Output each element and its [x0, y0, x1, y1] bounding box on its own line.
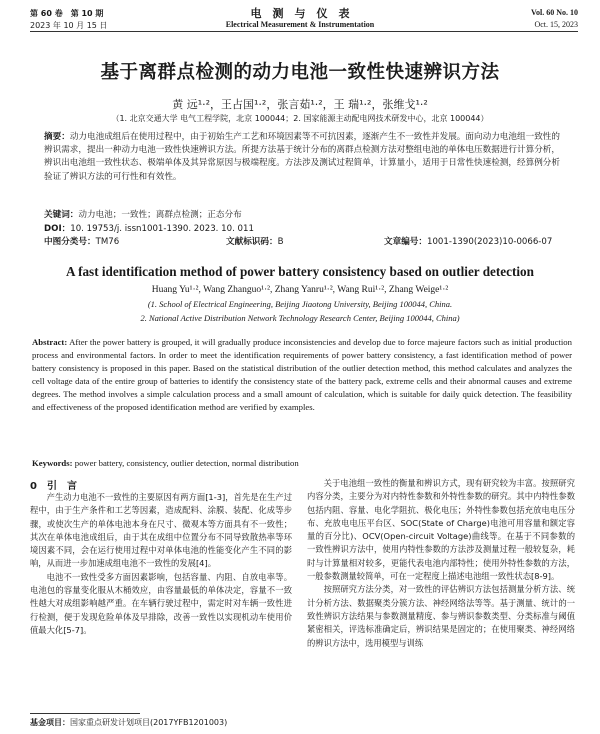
footnote-label: 基金项目： [30, 718, 70, 727]
left-paragraph: 电池不一致性受多方面因素影响，包括容量、内阻、自放电率等。电池包的容量变化服从木桶效应，由容量最低的单体决定，容量不一致性越大对成组影响越严重。在车辆行驶过程中，需定时对车辆一致性进行检测，便于发现危险单体及早排除，改善一致性以实现机动车使用价值最大化[5-7]。 [30, 571, 292, 635]
doc-code-field [226, 236, 283, 249]
abstract-en-text: After the power battery is grouped, it will gradually produce inconsistencies and develop due to force majeure factors such as initial production process and environmental factors. In order to meet the identification requirements of power battery consistency, a fast identification method of power battery consistency is proposed in this paper. Based on the statistical distribution of the outlier detection method, this method calculates and analyzes the cell voltage data of the entire group of batteries to identify the consistency state of the battery pack, extreme cells and their abnormal causes and extreme degrees. The method involves a simple calculation process and a small amount of calculation, which is suitable for daily quick detection. The feasibility and effectiveness of the proposed identification method are verified by examples. [32, 337, 572, 413]
doi-value: 10. 19753/j. issn1001-1390. 2023. 10. 011 [70, 224, 254, 234]
doi-label: DOI： [44, 224, 71, 234]
abstract-cn-label: 摘要： [44, 132, 70, 142]
header-journal-cn: 电 测 与 仪 表 [250, 7, 350, 20]
article-no-field [384, 236, 552, 249]
authors-cn: 黄 远¹·²，王占国¹·²，张言茹¹·²，王 瑞¹·²，张维戈¹·² [172, 98, 428, 111]
clc-label: 中图分类号： [44, 237, 96, 247]
abstract-en-label: Abstract: [32, 337, 68, 347]
affiliation-cn: （1. 北京交通大学 电气工程学院，北京 100044；2. 国家能源主动配电网技术研发中心，北京 100044） [111, 114, 489, 123]
keywords-en-text: power battery, consistency, outlier detection, normal distribution [74, 458, 299, 468]
affiliation-en-2: 2. National Active Distribution Network Technology Research Center, Beijing 100044, China) [140, 313, 460, 323]
footnote [30, 717, 227, 728]
right-paragraph: 关于电池组一致性的衡量和辨识方式，现有研究较为丰富。按照研究内容分类，主要分为对内特性参数和外特性参数的研究。其中内特性参数包括内阻、容量、电化学阻抗、极化电压；外特性参数包括充放电电压分布、充放电电压平台区、SOC(State of Charge)电池可用容量和额定容量的百分比)、OCV(Open-circuit Voltage)曲线等。在基于不同参数的一致性辨识方法中，使用内特性参数的方法涉及测量过程一般较复杂，耗时与计算量相对较多，更能代表电池内部特性；使用外特性参数的方法，一般参数测量较简单，可在一定程度上描述电池组一致性状态[8-9]。 [307, 478, 575, 582]
header-rule [30, 31, 578, 32]
left-column [30, 491, 292, 637]
keywords-cn [44, 209, 560, 222]
authors-en: Huang Yu¹·², Wang Zhanguo¹·², Zhang Yanru¹·², Wang Rui¹·², Zhang Weige¹·² [151, 285, 449, 295]
abstract-en [32, 336, 572, 415]
keywords-cn-label: 关键词： [44, 210, 79, 220]
article-no-label: 文章编号： [384, 237, 427, 247]
doc-code-value: B [277, 237, 284, 247]
right-column [307, 477, 575, 650]
clc-value: TM76 [95, 237, 120, 247]
section-heading: 0 引 言 [30, 481, 77, 492]
header-volume-en: Vol. 60 No. 10 [530, 8, 578, 17]
footnote-text: 国家重点研发计划项目(2017YFB1201003) [70, 718, 228, 727]
page-title-en: A fast identification method of power battery consistency based on outlier detection [65, 264, 534, 279]
abstract-cn-text: 动力电池成组后在使用过程中，由于初始生产工艺和环境因素等不可抗因素，逐渐产生不一致性并发展。面向动力电池组一致性的辨识需求，提出一种动力电池一致性快速辨识方法。所提方法基于统计分布的离群点检测方法对整组电池的单体电压数据进行计算分析，辨识出电池组一致性状态、极端单体及其异常原因与极端程度。方法涉及测试过程简单，计算量小，适用于日常性快速检测，经算例分析验证了辨识方法的可行性和有效性。 [44, 132, 560, 182]
doc-code-label: 文献标识码： [226, 237, 278, 247]
header-volume-cn: 第 60 卷 第 10 期 [30, 9, 104, 18]
affiliation-en-1: (1. School of Electrical Engineering, Beijing Jiaotong University, Beijing 100044, China. [147, 299, 453, 309]
header-date-en: Oct. 15, 2023 [534, 20, 578, 29]
keywords-en [32, 457, 572, 470]
header-journal-en: Electrical Measurement & Instrumentation [225, 20, 375, 29]
page-title-cn: 基于离群点检测的动力电池一致性快速辨识方法 [100, 62, 500, 83]
article-no-value: 1001-1390(2023)10-0066-07 [426, 237, 553, 247]
clc-field [44, 236, 119, 249]
header-date-cn: 2023 年 10 月 15 日 [30, 21, 108, 30]
footnote-rule [30, 713, 140, 714]
left-paragraph: 产生动力电池不一致性的主要原因有两方面[1-3]，首先是在生产过程中，由于生产条件和工艺等因素，造成配料、涂膜、装配、化成等步骤，或使次生产的单体电池本身在尺寸、微观本等方面具有不一致性；其次在单体电池成组后，由于其在成组中位置分布不同导致散热率等环境因素不同，会在运行使用过程中对单体电池的性能变化产生不同的影响，从而进一步加速成组电池不一致性的发展[4]。 [30, 492, 292, 569]
doi-line [44, 223, 560, 236]
keywords-cn-text: 动力电池；一致性；离群点检测；正态分布 [78, 210, 242, 220]
right-paragraph: 按照研究方法分类，对一致性的评估辨识方法包括测量分析方法、统计分析方法、数据聚类分簇方法、神经网络法等等。基于测量、统计的一致性辨识方法结果与参数测量精度、参与辨识参数类型、分类标准与阈值紧密相关，评选标准确定后，辨识结果是固定的；在使用聚类、神经网络的辨识方法中，选用模型与训练 [307, 584, 575, 648]
keywords-en-label: Keywords: [32, 458, 73, 468]
abstract-cn [44, 131, 560, 184]
